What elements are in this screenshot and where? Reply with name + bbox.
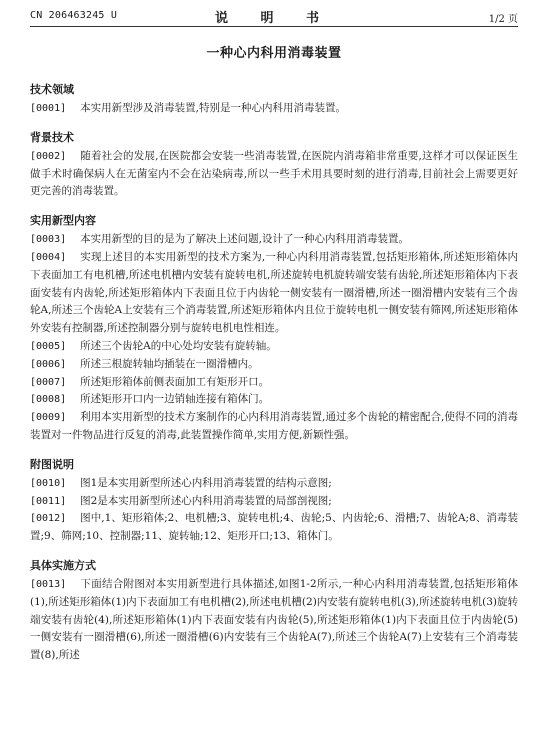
- paragraph-number: [0013]: [30, 578, 67, 590]
- section: [30, 82, 518, 118]
- paragraph: [30, 338, 518, 356]
- paragraph-text: 本实用新型的目的是为了解决上述问题,设计了一种心内科用消毒装置。: [80, 233, 409, 246]
- section-heading: 附图说明: [30, 457, 74, 471]
- paragraph: [30, 249, 518, 338]
- paragraph: [30, 374, 518, 392]
- paragraph: [30, 493, 518, 511]
- section-heading: 具体实施方式: [30, 558, 96, 572]
- paragraph-number: [0011]: [30, 495, 67, 507]
- document-body: [30, 82, 518, 665]
- paragraph-number: [0004]: [30, 251, 67, 263]
- paragraph-text: 所述三个齿轮A的中心处均安装有旋转轴。: [80, 339, 277, 352]
- paragraph-number: [0005]: [30, 340, 67, 352]
- section-heading: 技术领域: [30, 83, 74, 96]
- paragraph-text: 所述三根旋转轴均插装在一圈滑槽内。: [80, 357, 259, 370]
- paragraph: [30, 576, 518, 665]
- paragraph-number: [0008]: [30, 394, 67, 406]
- paragraph-number: [0009]: [30, 412, 67, 424]
- paragraph: [30, 148, 518, 201]
- page-header: [30, 6, 518, 27]
- paragraph-number: [0012]: [30, 513, 67, 525]
- paragraph-text: 实现上述目的本实用新型的技术方案为,一种心内科用消毒装置,包括矩形箱体,所述矩形箱体内下表面加工有电机槽,所述电机槽内安装有旋转电机,所述旋转电机旋转端安装有齿轮,所述矩形箱体内下表面安装有内齿轮,所述矩形箱体内下表面且位于内齿轮一侧安装有一圈滑槽,所述一圈滑槽内安装有三个齿轮A,所述三个齿轮A上安装有三个消毒装置,所述矩形箱体内且位于旋转电机一侧安装有筛网,所述矩形箱体外安装有控制器,所述控制器分别与旋转电机电性相连。: [30, 250, 518, 335]
- patent-number: CN 206463245 U: [30, 10, 118, 21]
- paragraph: [30, 409, 518, 445]
- paragraph-number: [0002]: [30, 150, 67, 162]
- section-gap: [30, 445, 518, 457]
- paragraph-text: 所述矩形箱体前侧表面加工有矩形开口。: [80, 375, 270, 388]
- paragraph-text: 所述矩形开口内一边销轴连接有箱体门。: [80, 393, 270, 406]
- paragraph-text: 下面结合附图对本实用新型进行具体描述,如图1-2所示,一种心内科用消毒装置,包括矩形箱体(1),所述矩形箱体(1)内下表面加工有电机槽(2),所述电机槽(2)内安装有旋转电机(3),所述旋转电机(3)旋转端安装有齿轮(4),所述矩形箱体(1)内下表面安装有内齿轮(5),所述矩形箱体(1)内下表面且位于内齿轮(5)一侧安装有一圈滑槽(6),所述一圈滑槽(6)内安装有三个齿轮A(7),所述三个齿轮A(7)上安装有三个消毒装置(8),所述: [30, 577, 518, 662]
- paragraph: [30, 391, 518, 409]
- page-number: 1/2 页: [488, 14, 518, 25]
- section: [30, 130, 518, 201]
- paragraph-text: 本实用新型涉及消毒装置,特别是一种心内科用消毒装置。: [80, 102, 346, 114]
- document-title: 一种心内科用消毒装置: [206, 46, 342, 61]
- document-type: 说 明 书: [214, 11, 334, 26]
- section: [30, 457, 518, 546]
- section-gap: [30, 201, 518, 213]
- paragraph-number: [0001]: [30, 103, 67, 114]
- section-heading: 背景技术: [30, 130, 74, 144]
- section: [30, 213, 518, 445]
- paragraph-text: 利用本实用新型的技术方案制作的心内科用消毒装置,通过多个齿轮的精密配合,使得不同的消毒装置对一件物品进行反复的消毒,此装置操作简单,实用方便,新颖性强。: [30, 411, 518, 441]
- paragraph-text: 图1是本实用新型所述心内科用消毒装置的结构示意图;: [80, 476, 332, 489]
- paragraph-number: [0006]: [30, 358, 67, 370]
- paragraph-text: 随着社会的发展,在医院都会安装一些消毒装置,在医院内消毒箱非常重要,这样才可以保证医生做手术时确保病人在无菌室内不会在沾染病毒,所以一些手术用具要时刻的进行消毒,目前社会上需要更好更完善的消毒装置。: [30, 149, 518, 198]
- section: [30, 558, 518, 665]
- paragraph-number: [0010]: [30, 477, 67, 489]
- section-gap: [30, 118, 518, 130]
- paragraph: [30, 510, 518, 546]
- paragraph: [30, 231, 518, 249]
- paragraph-number: [0003]: [30, 234, 67, 246]
- section-gap: [30, 546, 518, 558]
- section-heading: 实用新型内容: [30, 214, 96, 228]
- paragraph: [30, 356, 518, 374]
- paragraph: [30, 475, 518, 493]
- paragraph-text: 图2是本实用新型所述心内科用消毒装置的局部剖视图;: [80, 494, 332, 507]
- paragraph-text: 图中,1、矩形箱体;2、电机槽;3、旋转电机;4、齿轮;5、内齿轮;6、滑槽;7、齿轮A;8、消毒装置;9、筛网;10、控制器;11、旋转轴;12、矩形开口;13、箱体门。: [30, 512, 518, 543]
- paragraph-number: [0007]: [30, 376, 67, 388]
- paragraph: [30, 100, 518, 118]
